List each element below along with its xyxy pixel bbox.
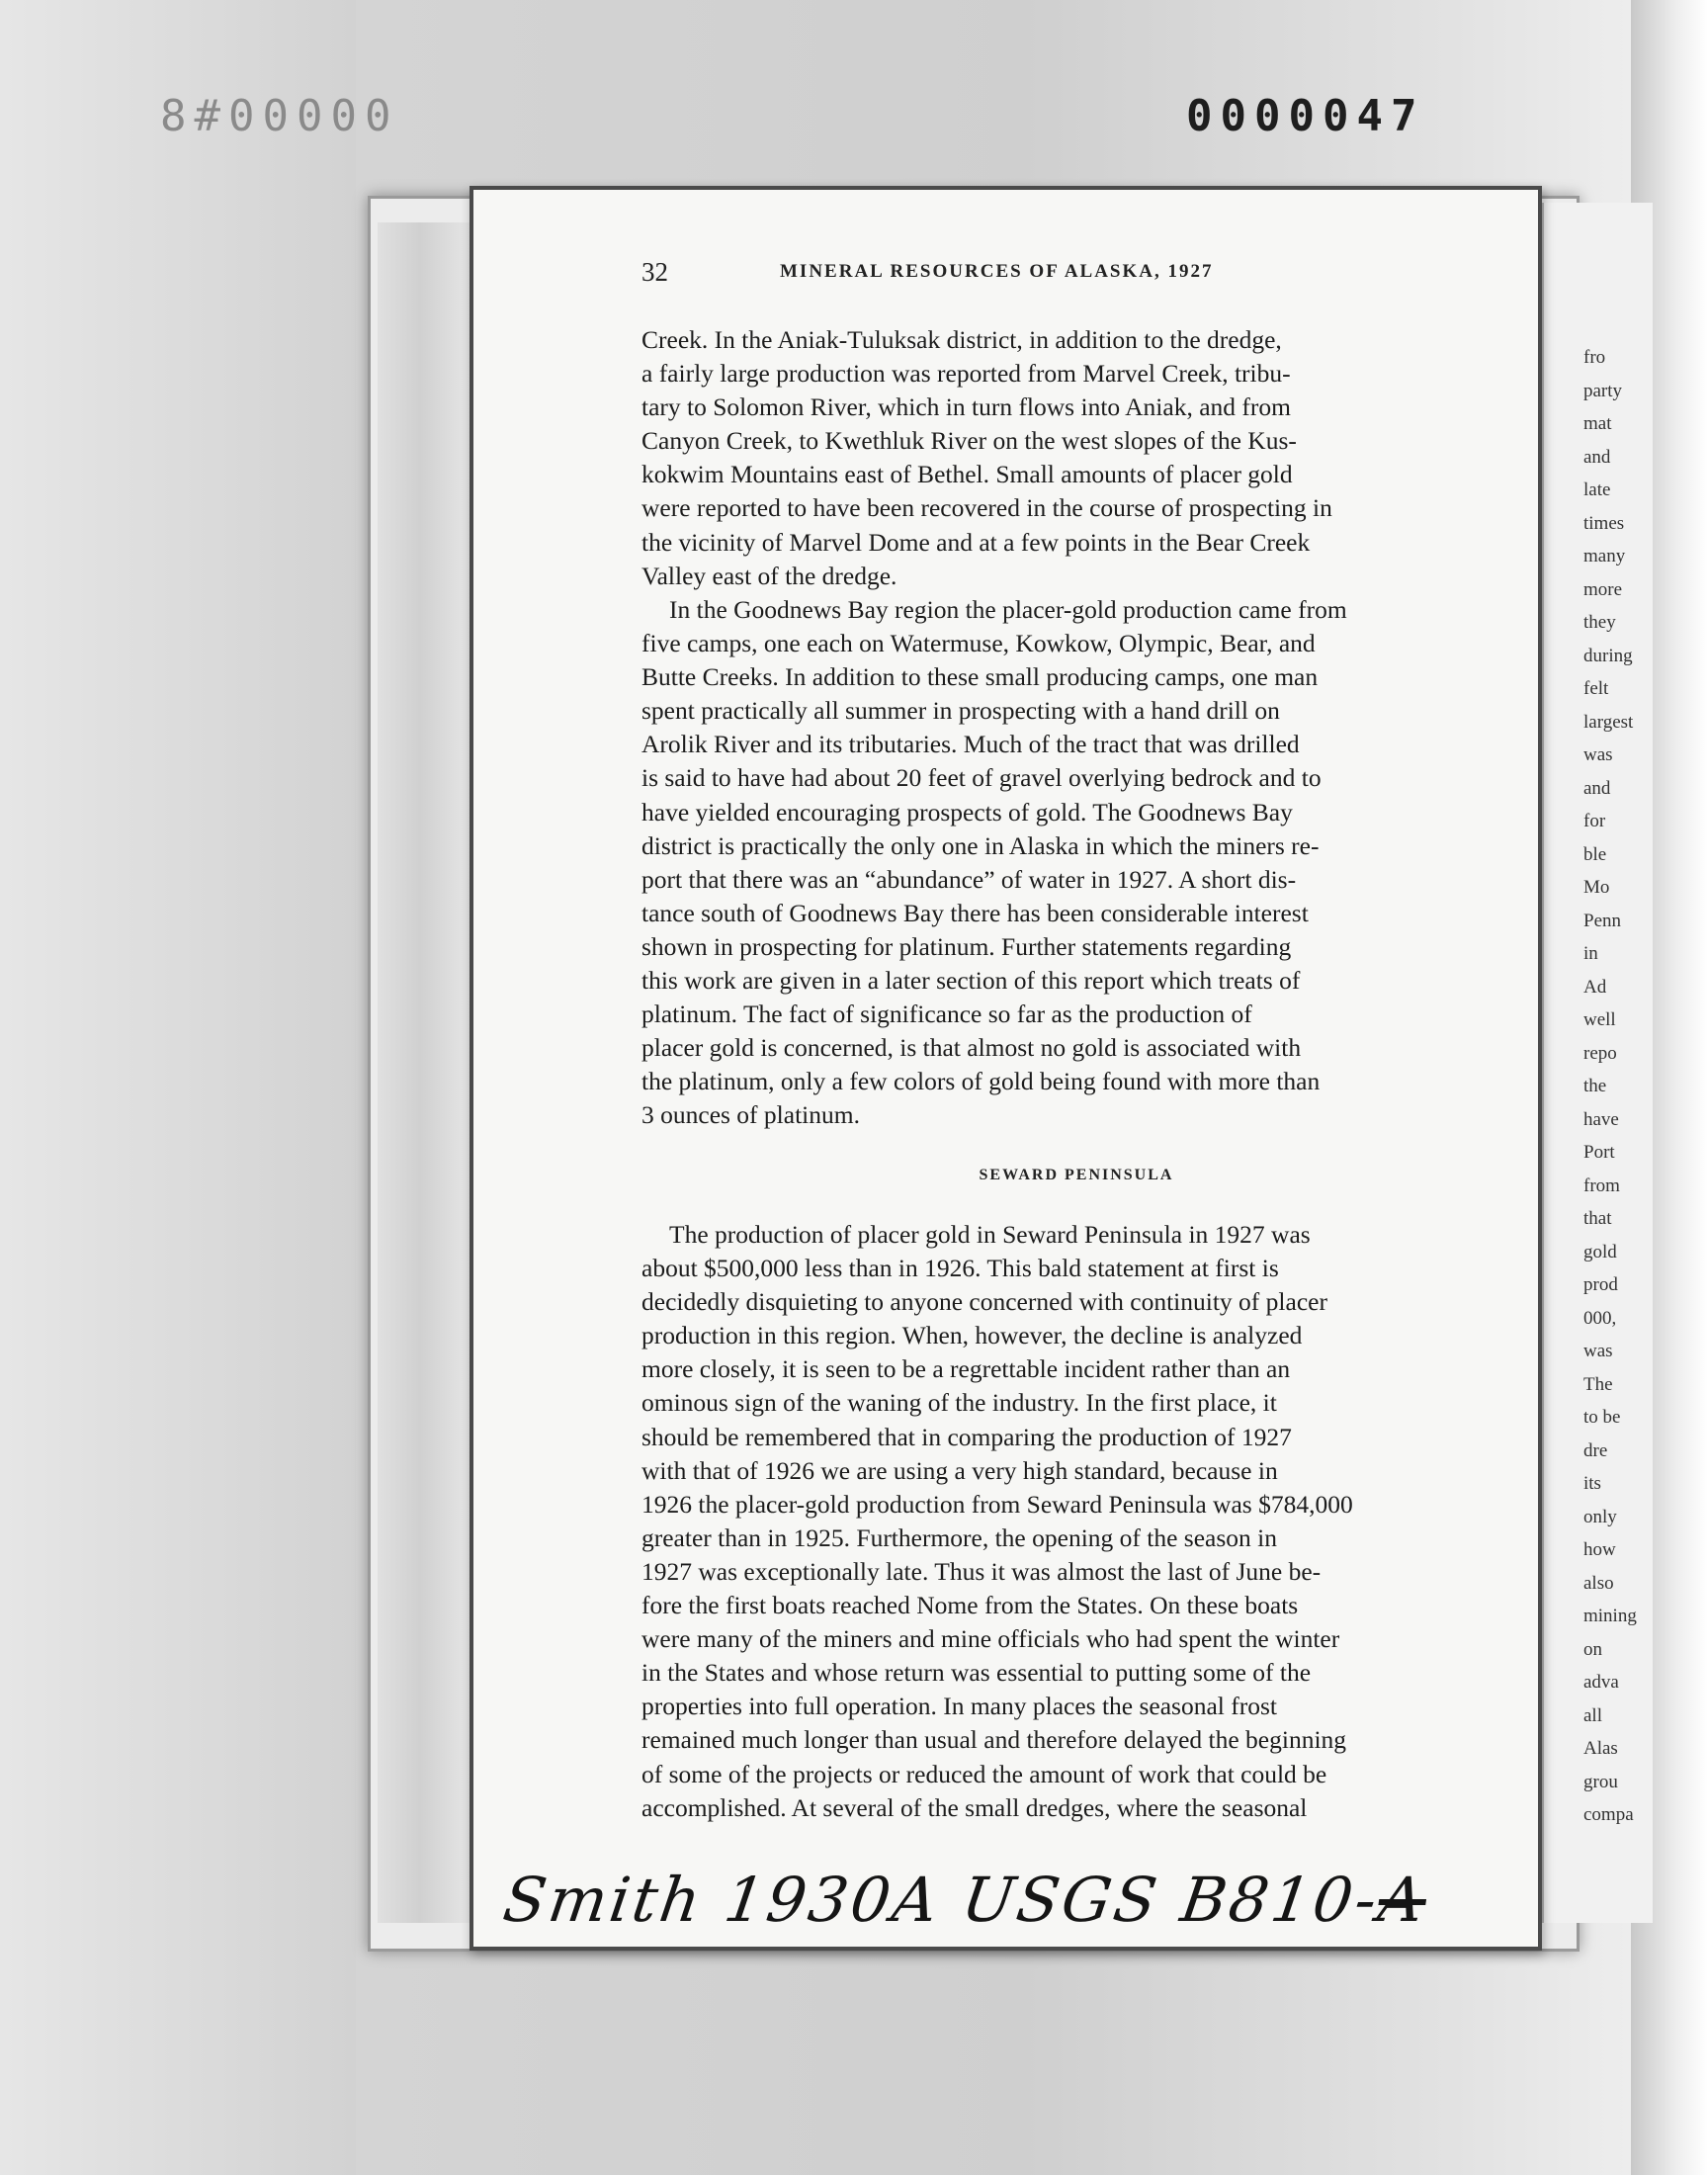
text-line: Valley east of the dredge. xyxy=(641,561,897,590)
goodnews-paragraph xyxy=(641,593,1511,1133)
text-line: In the Goodnews Bay region the placer-gold production came from xyxy=(669,595,1347,624)
text-line: tary to Solomon River, which in turn flows into Aniak, and from xyxy=(641,392,1291,422)
text-line: tance south of Goodnews Bay there has been considerable interest xyxy=(641,898,1309,927)
text-line: placer gold is concerned, is that almost no gold is associated with xyxy=(641,1033,1302,1063)
text-line: decidedly disquieting to anyone concerned with continuity of placer xyxy=(641,1287,1327,1317)
text-line: properties into full operation. In many places the seasonal frost xyxy=(641,1692,1277,1721)
text-line: Butte Creeks. In addition to these small producing camps, one man xyxy=(641,662,1319,692)
text-line: were many of the miners and mine officials who had spent the winter xyxy=(641,1624,1340,1654)
text-line: accomplished. At several of the small dredges, where the seasonal xyxy=(641,1792,1308,1822)
text-line: a fairly large production was reported from Marvel Creek, tribu- xyxy=(641,359,1291,389)
text-line: were reported to have been recovered in the course of prospecting in xyxy=(641,493,1332,523)
running-title: MINERAL RESOURCES OF ALASKA, 1927 xyxy=(780,261,1214,282)
text-line: remained much longer than usual and therefore delayed the beginning xyxy=(641,1725,1347,1755)
text-line: about $500,000 less than in 1926. This bald statement at first is xyxy=(641,1254,1279,1283)
text-line: in the States and whose return was essential to putting some of the xyxy=(641,1658,1312,1688)
text-line: with that of 1926 we are using a very high standard, because in xyxy=(641,1455,1278,1485)
text-line: should be remembered that in comparing the production of 1927 xyxy=(641,1422,1292,1451)
text-line: the platinum, only a few colors of gold being found with more than xyxy=(641,1067,1321,1096)
text-line: fore the first boats reached Nome from the States. On these boats xyxy=(641,1591,1299,1620)
text-line: is said to have had about 20 feet of gravel overlying bedrock and to xyxy=(641,763,1322,793)
text-line: port that there was an “abundance” of water in 1927. A short dis- xyxy=(641,864,1297,894)
text-line: 1927 was exceptionally late. Thus it was almost the last of June be- xyxy=(641,1556,1322,1586)
seward-paragraph xyxy=(641,1218,1511,1825)
text-line: this work are given in a later section of this report which treats of xyxy=(641,966,1301,996)
scan-background-left xyxy=(0,0,356,2175)
text-line: five camps, one each on Watermuse, Kowkow, Olympic, Bear, and xyxy=(641,629,1316,658)
text-line: greater than in 1925. Furthermore, the opening of the season in xyxy=(641,1522,1277,1552)
text-line: Creek. In the Aniak-Tuluksak district, in addition to the dredge, xyxy=(641,325,1282,354)
adjacent-page-text-fragments: fro party mat and late times many more they during felt largest was and for ble Mo Penn in Ad well repo the have Port from that gold prod 000, was The to be dre its only how also mining on adva all Alas grou compa xyxy=(1583,347,1637,1825)
text-line: Arolik River and its tributaries. Much of the tract that was drilled xyxy=(641,730,1300,759)
section-heading: SEWARD PENINSULA xyxy=(979,1167,1174,1183)
adjacent-page-edge xyxy=(1542,203,1653,1923)
book-page xyxy=(470,186,1542,1951)
text-line: spent practically all summer in prospecting with a hand drill on xyxy=(641,696,1280,726)
text-line: The production of placer gold in Seward Peninsula in 1927 was xyxy=(669,1220,1311,1249)
text-line: more closely, it is seen to be a regrettable incident rather than an xyxy=(641,1354,1291,1384)
text-line: platinum. The fact of significance so far as the production of xyxy=(641,1000,1252,1029)
handwritten-struck-letter: A xyxy=(1374,1864,1432,1936)
handwritten-citation-text: Smith 1930A USGS B810- xyxy=(498,1864,1385,1936)
text-line: of some of the projects or reduced the amount of work that could be xyxy=(641,1759,1327,1788)
text-line: the vicinity of Marvel Dome and at a few points in the Bear Creek xyxy=(641,527,1311,557)
scan-corner-id-left: 8#00000 xyxy=(160,91,399,141)
text-line: have yielded encouraging prospects of gold. The Goodnews Bay xyxy=(641,797,1293,826)
text-line: ominous sign of the waning of the industry. In the first place, it xyxy=(641,1388,1277,1418)
page-number: 32 xyxy=(641,257,668,287)
text-line: district is practically the only one in Alaska in which the miners re- xyxy=(641,830,1320,860)
scan-corner-id-right: 0000047 xyxy=(1186,91,1425,141)
text-line: production in this region. When, however, the decline is analyzed xyxy=(641,1321,1303,1350)
text-line: shown in prospecting for platinum. Further statements regarding xyxy=(641,931,1292,961)
handwritten-citation-note xyxy=(499,1864,1431,1936)
aniak-paragraph xyxy=(641,323,1511,593)
text-line: 1926 the placer-gold production from Seward Peninsula was $784,000 xyxy=(641,1489,1353,1519)
book-spine xyxy=(378,222,473,1923)
text-line: 3 ounces of platinum. xyxy=(641,1100,860,1130)
text-line: kokwim Mountains east of Bethel. Small amounts of placer gold xyxy=(641,460,1293,489)
text-line: Canyon Creek, to Kwethluk River on the west slopes of the Kus- xyxy=(641,426,1297,456)
